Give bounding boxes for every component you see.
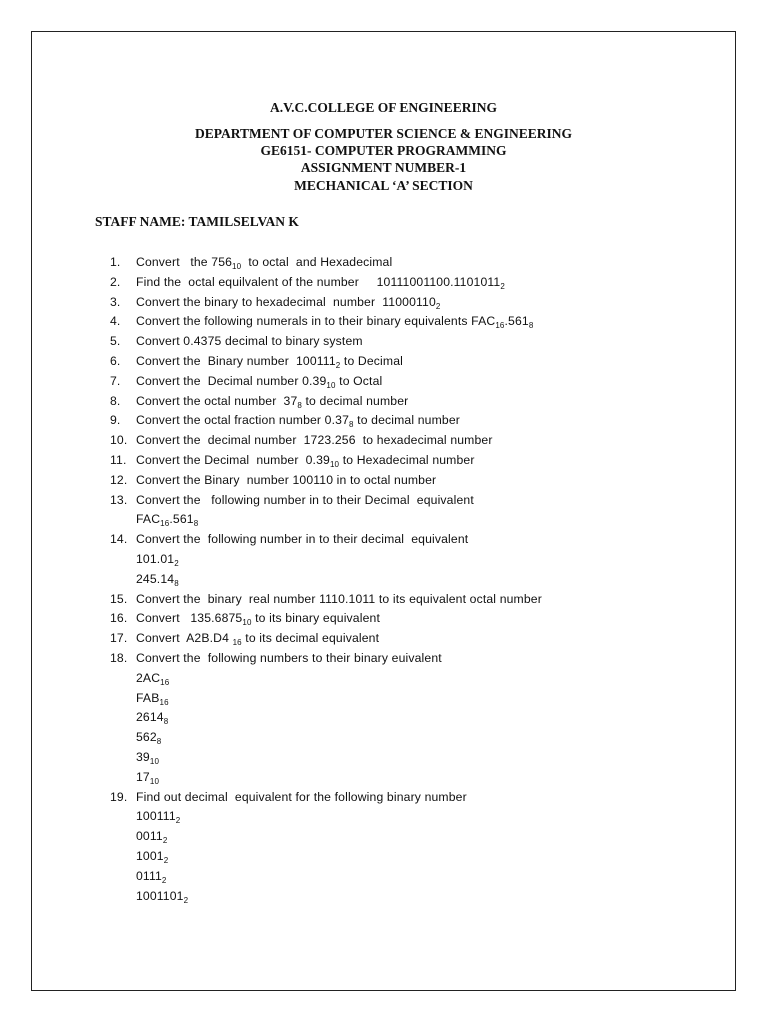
question-number: 5. bbox=[110, 334, 121, 349]
question-text bbox=[136, 351, 403, 373]
subscript-base: 16 bbox=[160, 677, 170, 687]
text-run: Convert the octal fraction number 0.37 bbox=[136, 413, 350, 428]
question-text bbox=[136, 490, 474, 510]
question-number: 2. bbox=[110, 274, 121, 289]
text-run: to its binary equivalent bbox=[251, 611, 380, 626]
question-text bbox=[136, 767, 159, 789]
question-text bbox=[136, 787, 467, 807]
question-text bbox=[136, 549, 179, 571]
question-subitem bbox=[32, 747, 735, 767]
question-item bbox=[32, 450, 735, 470]
text-run: 101.01 bbox=[136, 552, 175, 566]
question-text bbox=[136, 450, 475, 472]
question-text bbox=[136, 628, 379, 650]
text-run: Convert the octal number 37 bbox=[136, 393, 298, 408]
subscript-base: 2 bbox=[175, 816, 181, 826]
text-run: Find out decimal equivalent for the following binary number bbox=[136, 789, 467, 804]
text-run: FAB bbox=[136, 690, 160, 705]
question-text bbox=[136, 529, 468, 549]
text-run: 39 bbox=[136, 750, 150, 764]
text-run: FAC bbox=[136, 512, 161, 527]
question-number: 1. bbox=[110, 255, 121, 269]
text-run: to octal and Hexadecimal bbox=[241, 255, 393, 269]
question-subitem bbox=[32, 707, 735, 727]
text-run: Convert the Binary number 100111 bbox=[136, 354, 336, 368]
text-run: Convert the Binary number 100110 in to octal number bbox=[136, 472, 437, 487]
subscript-base: 2 bbox=[335, 361, 341, 370]
question-item bbox=[32, 787, 735, 807]
question-text bbox=[136, 292, 440, 314]
question-subitem bbox=[32, 727, 735, 747]
question-item bbox=[32, 292, 735, 312]
subscript-base: 2 bbox=[435, 301, 441, 311]
question-text bbox=[136, 331, 363, 351]
text-run: 0111 bbox=[136, 868, 162, 883]
question-subitem bbox=[32, 767, 735, 787]
question-number: 10. bbox=[110, 433, 128, 448]
question-number: 8. bbox=[110, 393, 121, 408]
question-item bbox=[32, 252, 735, 272]
question-number: 17. bbox=[110, 631, 128, 646]
question-text bbox=[136, 747, 159, 769]
question-subitem bbox=[32, 509, 735, 529]
question-item bbox=[32, 410, 735, 430]
question-text bbox=[136, 707, 168, 729]
question-text bbox=[136, 252, 392, 274]
text-run: Convert the Decimal number 0.39 bbox=[136, 453, 330, 467]
question-text bbox=[136, 886, 188, 908]
question-text bbox=[136, 846, 168, 868]
text-run: to decimal number bbox=[301, 393, 409, 408]
question-item bbox=[32, 608, 735, 628]
question-text bbox=[136, 589, 542, 609]
question-text bbox=[136, 509, 198, 531]
department-name: DEPARTMENT OF COMPUTER SCIENCE & ENGINEERING bbox=[195, 126, 572, 141]
text-run: Convert 0.4375 decimal to binary system bbox=[136, 334, 363, 349]
subscript-base: 10 bbox=[149, 776, 160, 786]
subscript-base: 10 bbox=[242, 618, 252, 628]
subscript-base: 8 bbox=[174, 578, 179, 588]
question-subitem bbox=[32, 806, 735, 826]
text-run: 17 bbox=[136, 769, 150, 784]
subscript-base: 8 bbox=[193, 519, 199, 529]
question-subitem bbox=[32, 549, 735, 569]
text-run: 2614 bbox=[136, 710, 164, 725]
question-number: 6. bbox=[110, 354, 121, 368]
question-item bbox=[32, 391, 735, 411]
question-text bbox=[136, 727, 161, 749]
question-item bbox=[32, 430, 735, 450]
question-item bbox=[32, 490, 735, 510]
text-run: 245.14 bbox=[136, 571, 175, 586]
question-number: 18. bbox=[110, 651, 128, 665]
section-title: MECHANICAL ‘A’ SECTION bbox=[294, 178, 473, 193]
text-run: 562 bbox=[136, 730, 157, 745]
subscript-base: 16 bbox=[495, 321, 505, 331]
question-text bbox=[136, 648, 442, 668]
question-text bbox=[136, 866, 167, 888]
subscript-base: 16 bbox=[232, 638, 242, 648]
question-text bbox=[136, 688, 169, 710]
question-item bbox=[32, 470, 735, 490]
course-title: GE6151- COMPUTER PROGRAMMING bbox=[260, 143, 507, 158]
subscript-base: 10 bbox=[329, 460, 340, 469]
question-text bbox=[136, 668, 169, 690]
subscript-base: 8 bbox=[349, 420, 354, 430]
question-subitem bbox=[32, 886, 735, 906]
text-run: Convert the Decimal number 0.39 bbox=[136, 373, 327, 388]
question-item bbox=[32, 371, 735, 391]
subscript-base: 2 bbox=[183, 895, 189, 905]
text-run: Convert the following numbers to their binary euivalent bbox=[136, 651, 442, 665]
question-text bbox=[136, 311, 533, 333]
text-run: Convert the binary real number 1110.1011 to its equivalent octal number bbox=[136, 591, 542, 606]
question-item bbox=[32, 351, 735, 371]
question-item bbox=[32, 648, 735, 668]
subscript-base: 8 bbox=[528, 321, 534, 331]
question-item bbox=[32, 529, 735, 549]
question-item bbox=[32, 331, 735, 351]
question-number: 14. bbox=[110, 532, 128, 547]
question-item bbox=[32, 311, 735, 331]
question-item bbox=[32, 628, 735, 648]
text-run: Convert A2B.D4 bbox=[136, 631, 233, 646]
subscript-base: 10 bbox=[326, 380, 336, 390]
text-run: Convert the following number in to their Decimal equivalent bbox=[136, 492, 474, 507]
question-subitem bbox=[32, 866, 735, 886]
text-run: Convert the binary to hexadecimal number 11000110 bbox=[136, 294, 436, 309]
question-number: 4. bbox=[110, 314, 121, 329]
text-run: Convert the following numerals in to their binary equivalents FAC bbox=[136, 314, 496, 329]
question-number: 16. bbox=[110, 611, 128, 626]
subscript-base: 2 bbox=[500, 281, 505, 291]
question-text bbox=[136, 569, 179, 591]
subscript-base: 10 bbox=[149, 757, 160, 766]
question-subitem bbox=[32, 668, 735, 688]
question-subitem bbox=[32, 569, 735, 589]
subscript-base: 8 bbox=[297, 400, 302, 410]
question-number: 11. bbox=[110, 453, 127, 467]
question-text bbox=[136, 806, 180, 828]
subscript-base: 8 bbox=[156, 737, 162, 747]
text-run: Convert the following number in to their decimal equivalent bbox=[136, 532, 469, 547]
text-run: Convert the decimal number 1723.256 to hexadecimal number bbox=[136, 433, 493, 448]
question-text bbox=[136, 371, 382, 393]
question-number: 13. bbox=[110, 492, 128, 507]
question-subitem bbox=[32, 688, 735, 708]
text-run: 1001101 bbox=[136, 888, 184, 903]
question-item bbox=[32, 589, 735, 609]
question-text bbox=[136, 391, 408, 413]
question-text bbox=[136, 608, 380, 630]
subscript-base: 2 bbox=[174, 559, 179, 568]
text-run: Convert the 756 bbox=[136, 255, 233, 269]
question-item bbox=[32, 272, 735, 292]
text-run: 1001 bbox=[136, 849, 164, 863]
text-run: Find the octal equilvalent of the number 10111001100.1101011 bbox=[136, 274, 501, 289]
text-run: Convert 135.6875 bbox=[136, 611, 243, 626]
text-run: 2AC bbox=[136, 670, 161, 685]
subscript-base: 2 bbox=[163, 856, 169, 865]
text-run: 0011 bbox=[136, 829, 163, 844]
question-text bbox=[136, 470, 436, 490]
text-run: to decimal number bbox=[353, 413, 460, 428]
text-run: to Decimal bbox=[340, 354, 403, 368]
question-text bbox=[136, 430, 493, 450]
question-subitem bbox=[32, 826, 735, 846]
question-number: 3. bbox=[110, 294, 121, 309]
question-text bbox=[136, 826, 167, 848]
question-number: 9. bbox=[110, 413, 121, 428]
subscript-base: 16 bbox=[159, 697, 169, 707]
college-name: A.V.C.COLLEGE OF ENGINEERING bbox=[270, 100, 497, 115]
assignment-title: ASSIGNMENT NUMBER-1 bbox=[300, 160, 467, 175]
question-number: 7. bbox=[110, 373, 121, 388]
subscript-base: 8 bbox=[163, 717, 169, 727]
document-page bbox=[31, 31, 736, 991]
staff-name: STAFF NAME: TAMILSELVAN K bbox=[95, 214, 299, 229]
text-run: .561 bbox=[169, 512, 194, 527]
question-subitem bbox=[32, 846, 735, 866]
question-number: 15. bbox=[110, 591, 128, 606]
text-run: to Hexadecimal number bbox=[339, 453, 475, 467]
text-run: to its decimal equivalent bbox=[241, 631, 380, 646]
text-run: .561 bbox=[504, 314, 529, 329]
question-number: 12. bbox=[110, 472, 128, 487]
subscript-base: 2 bbox=[161, 875, 167, 885]
question-text bbox=[136, 272, 505, 294]
subscript-base: 2 bbox=[162, 836, 168, 846]
question-text bbox=[136, 410, 460, 432]
subscript-base: 16 bbox=[160, 519, 170, 529]
text-run: to Octal bbox=[335, 373, 383, 388]
question-number: 19. bbox=[110, 789, 128, 804]
subscript-base: 10 bbox=[232, 262, 242, 271]
text-run: 100111 bbox=[136, 809, 176, 824]
